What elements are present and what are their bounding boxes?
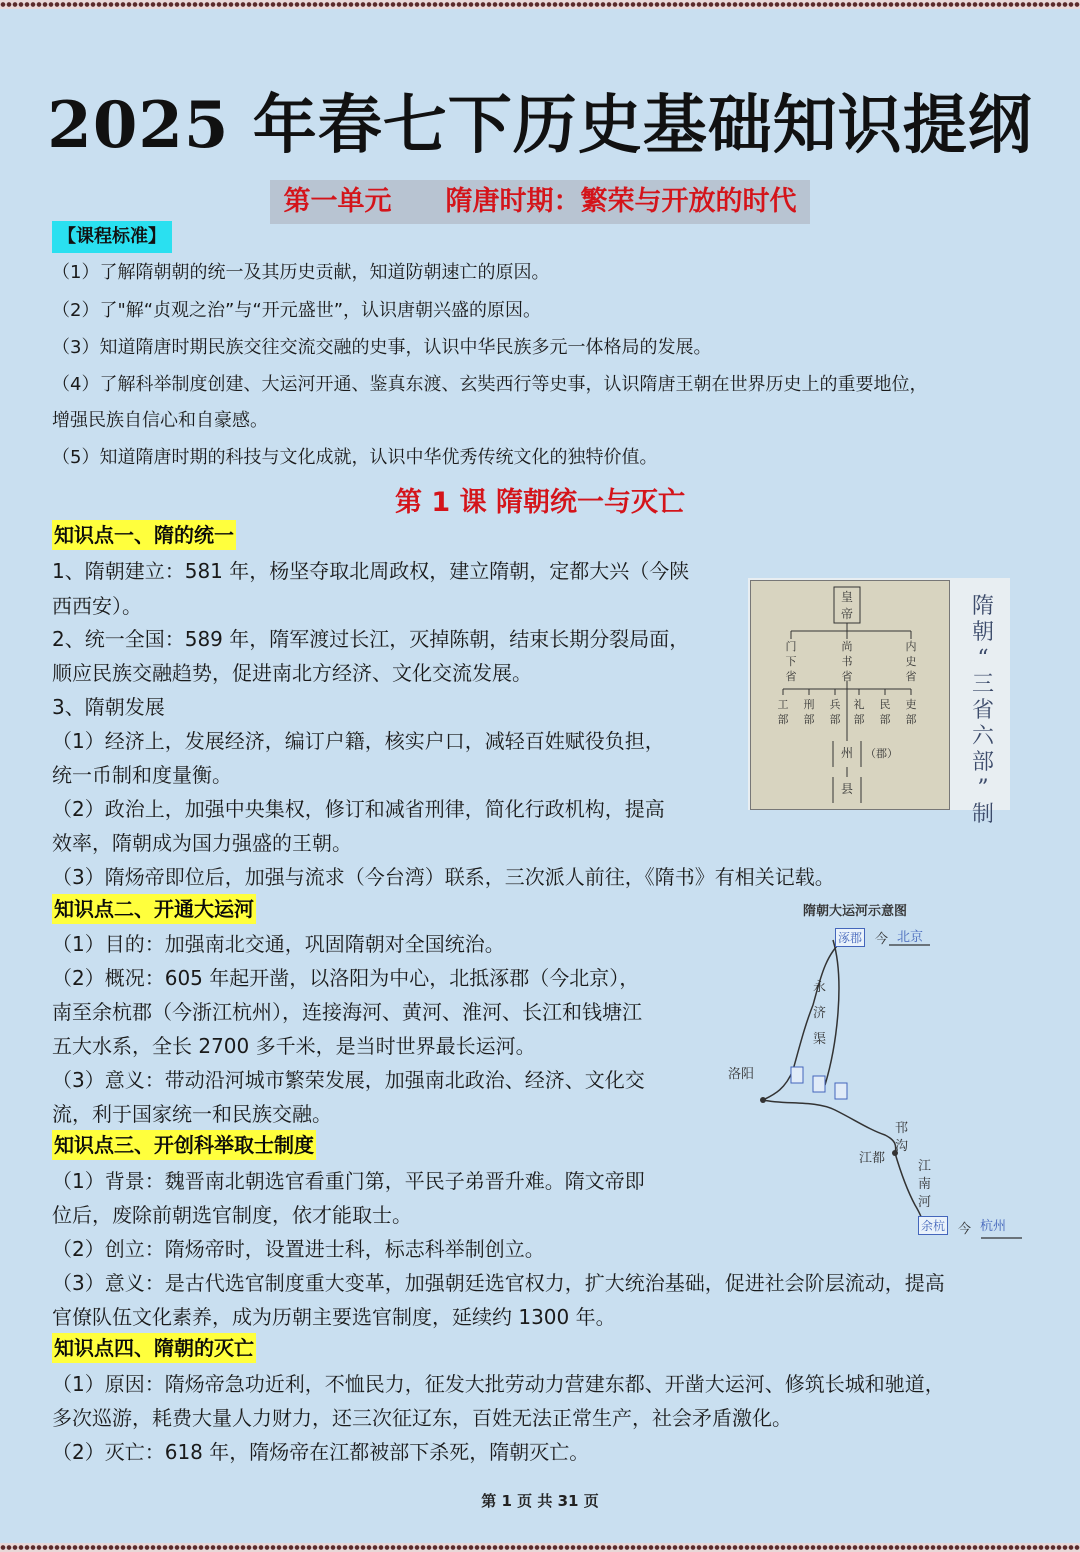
li-bu-label: 礼部 [853,698,865,726]
luoyang-label: 洛阳 [728,1067,755,1082]
kp1-line: 统一币制和度量衡。 [52,763,232,787]
jun-label: （郡） [865,747,898,760]
shangshu-sheng-label: 尚书省 [841,640,853,683]
yuhang-label: 余杭 [918,1216,948,1235]
beijing-label: 北京 [897,930,924,945]
jiangdu-label: 江都 [859,1151,886,1166]
figure1-side-caption [958,594,1008,828]
kp3-line: （3）意义：是古代选官制度重大变革，加强朝廷选官权力，扩大统治基础，促进社会阶层流动，提高 [52,1271,945,1295]
standard-item: （2）了"解“贞观之治”与“开元盛世”，认识唐朝兴盛的原因。 [52,300,542,321]
kp4-line: 多次巡游，耗费大量人力财力，还三次征辽东，百姓无法正常生产，社会矛盾激化。 [52,1406,792,1430]
kp1-line: 3、隋朝发展 [52,695,165,719]
neishi-sheng-label: 内史省 [905,640,917,683]
jiangnanhe-char: 南 [918,1177,932,1192]
lesson-title: 第 1 课 隋朝统一与灭亡 [395,487,685,518]
kp2-line: 五大水系，全长 2700 多千米，是当时世界最长运河。 [52,1034,536,1058]
knowledge-point-2-heading: 知识点二、开通大运河 [52,894,256,924]
yongjiqu-label [813,975,827,1053]
caption-char: 三 [971,672,994,697]
kp4-line: （2）灭亡：618 年，隋炀帝在江都被部下杀死，隋朝灭亡。 [52,1440,590,1464]
kp2-line: （3）意义：带动沿河城市繁荣发展，加强南北政治、经济、文化交 [52,1068,645,1092]
three-departments-six-ministries-figure [748,578,1010,827]
hangou-char: 沟 [895,1139,909,1154]
dotted-border-top [0,0,1080,9]
kp1-line: （3）隋炀帝即位后，加强与流求（今台湾）联系，三次派人前往，《隋书》有相关记载。 [52,865,835,889]
jiangnanhe-char: 河 [918,1195,932,1210]
caption-char: 制 [971,802,994,827]
kp1-line: （2）政治上，加强中央集权，修订和减省刑律，简化行政机构，提高 [52,797,665,821]
caption-char: 六 [971,724,994,749]
xian-label: 县 [840,782,853,796]
kp1-line: 西西安）。 [52,594,142,618]
knowledge-point-1-heading: 知识点一、隋的统一 [52,520,236,550]
kp3-line: 位后，废除前朝选官制度，依才能取士。 [52,1203,412,1227]
standard-item: （5）知道隋唐时期的科技与文化成就，认识中华优秀传统文化的独特价值。 [52,447,658,468]
current-page-number: 1 [501,1492,512,1510]
knowledge-point-4-heading: 知识点四、隋朝的灭亡 [52,1333,256,1363]
kp4-line: （1）原因：隋炀帝急功近利，不恤民力，征发大批劳动力营建东都、开凿大运河、修筑长城和驰道， [52,1372,945,1396]
org-chart [750,580,950,810]
caption-char: “ [977,646,989,671]
min-bu-label: 民部 [879,698,891,726]
canal-route [725,895,1035,1245]
caption-char: 朝 [971,620,994,645]
hangzhou-label: 杭州 [980,1219,1007,1234]
kp3-line: 官僚队伍文化素养，成为历朝主要选官制度，延续约 1300 年。 [52,1305,616,1329]
total-pages: 31 [557,1492,579,1510]
jin-label-north: 今 [875,932,889,947]
jiangnanhe-label [918,1158,932,1212]
zhuojun-label: 涿郡 [835,928,865,947]
standard-item: 增强民族自信心和自豪感。 [52,410,268,431]
curriculum-standard-tag: 【课程标准】 [52,221,172,253]
kp2-line: （1）目的：加强南北交通，巩固隋朝对全国统治。 [52,932,505,956]
footer-suffix: 页 [583,1492,599,1510]
standard-item: （3）知道隋唐时期民族交往交流交融的史事，认识中华民族多元一体格局的发展。 [52,337,712,358]
hangou-label [895,1120,909,1156]
kp2-line: 流，利于国家统一和民族交融。 [52,1102,332,1126]
menxia-sheng-label: 门下省 [785,640,797,683]
standard-item: （4）了解科举制度创建、大运河开通、鉴真东渡、玄奘西行等史事，认识隋唐王朝在世界历史上的重要地位， [52,374,928,395]
hangou-char: 邗 [895,1121,909,1136]
map-title: 隋朝大运河示意图 [803,904,908,919]
jin-label-south: 今 [958,1222,972,1237]
kp2-line: 南至余杭郡（今浙江杭州），连接海河、黄河、淮河、长江和钱塘江 [52,1000,642,1024]
zhou-label: 州 [840,746,853,760]
unit-title: 第一单元 隋唐时期：繁荣与开放的时代 [270,180,810,224]
knowledge-point-3-heading: 知识点三、开创科举取士制度 [52,1130,316,1160]
kp1-line: （1）经济上，发展经济，编订户籍，核实户口，减轻百姓赋役负担， [52,729,665,753]
caption-char: 隋 [971,594,994,619]
kp1-line: 1、隋朝建立：581 年，杨坚夺取北周政权，建立隋朝，定都大兴（今陕 [52,559,690,583]
kp1-line: 2、统一全国：589 年，隋军渡过长江，灭掉陈朝，结束长期分裂局面， [52,627,690,651]
caption-char: 部 [971,750,994,775]
footer-prefix: 第 [481,1492,497,1510]
emperor-label: 皇帝 [840,590,853,621]
standard-item: （1）了解隋朝朝的统一及其历史贡献，知道防朝速亡的原因。 [52,262,550,283]
kp1-line: 顺应民族交融趋势，促进南北方经济、文化交流发展。 [52,661,532,685]
xing-bu-label: 刑部 [803,698,815,726]
dotted-border-bottom [0,1543,1080,1552]
jiangnanhe-char: 江 [918,1159,932,1174]
yongjiqu-char: 永 [813,980,827,995]
document-title: 2025 年春七下历史基础知识提纲 [47,88,1033,163]
bing-bu-label: 兵部 [829,698,841,726]
kp2-line: （2）概况：605 年起开凿，以洛阳为中心，北抵涿郡（今北京）， [52,966,640,990]
kp1-line: 效率，隋朝成为国力强盛的王朝。 [52,831,352,855]
gong-bu-label: 工部 [777,698,789,726]
yongjiqu-char: 渠 [813,1032,827,1047]
yongjiqu-char: 济 [813,1006,827,1021]
grand-canal-map [725,895,1035,1245]
footer-mid: 页 共 [517,1492,553,1510]
caption-char: ” [977,776,989,801]
kp3-line: （1）背景：魏晋南北朝选官看重门第，平民子弟晋升难。隋文帝即 [52,1169,645,1193]
page-footer [0,1490,1080,1511]
caption-char: 省 [971,698,994,723]
li-bu-official-label: 吏部 [905,698,917,726]
kp3-line: （2）创立：隋炀帝时，设置进士科，标志科举制创立。 [52,1237,545,1261]
